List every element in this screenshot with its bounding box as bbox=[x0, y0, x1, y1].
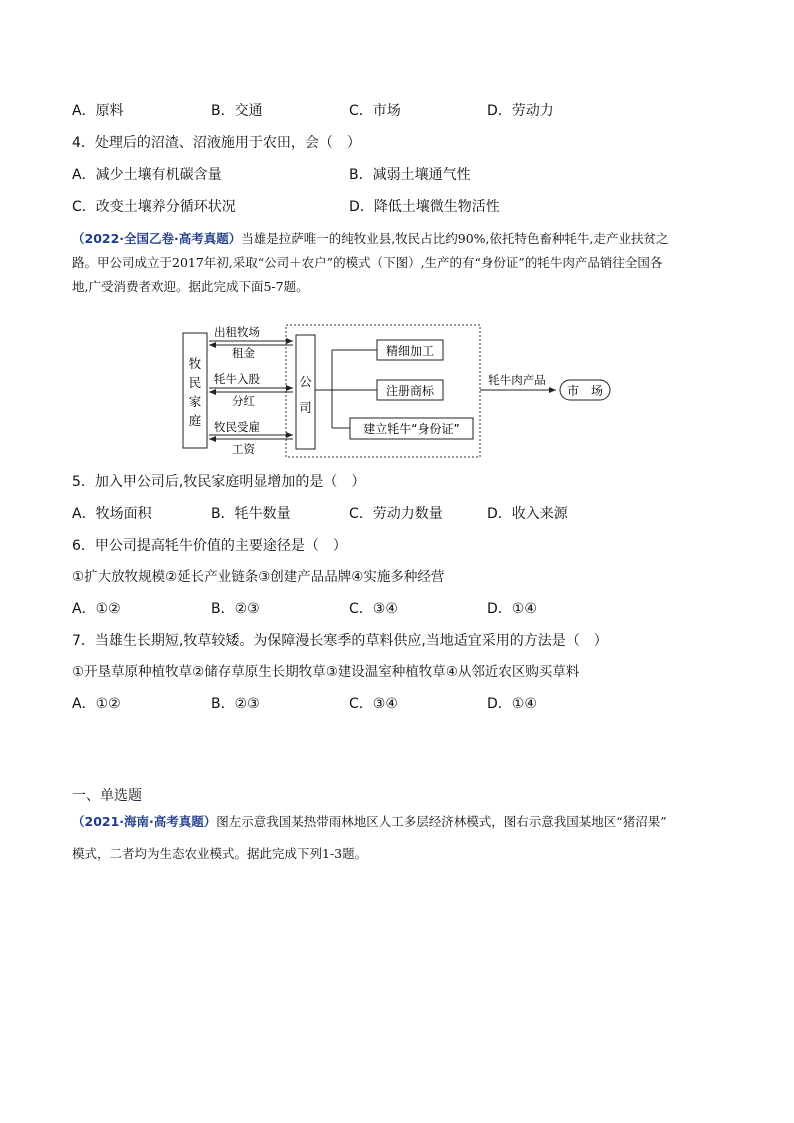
passage-2-line-1: （2021·海南·高考真题）图左示意我国某热带雨林地区人工多层经济林模式，图右示意我国某地区“猪沼果” bbox=[72, 814, 667, 829]
q7-option-d: D．①④ bbox=[487, 696, 537, 712]
q3-option-c: C．市场 bbox=[349, 103, 401, 119]
herder-box bbox=[183, 333, 207, 448]
company-label-1: 公 bbox=[299, 374, 312, 389]
company-label-2: 司 bbox=[299, 400, 312, 415]
q7-choices: ①开垦草原种植牧草②储存草原生长期牧草③建设温室种植牧草④从邻近农区购买草料 bbox=[72, 664, 580, 680]
relation-3-bottom: 工资 bbox=[232, 442, 255, 456]
passage-2-line-2: 模式，二者均为生态农业模式。据此完成下列1-3题。 bbox=[72, 846, 368, 861]
q5-option-b: B．牦牛数量 bbox=[211, 506, 291, 522]
q3-option-a: A．原料 bbox=[72, 103, 124, 119]
herder-label-4: 庭 bbox=[188, 413, 202, 428]
q4-option-b: B．减弱土壤通气性 bbox=[349, 167, 471, 183]
q5-option-c: C．劳动力数量 bbox=[349, 506, 443, 522]
q6-option-c: C．③④ bbox=[349, 601, 398, 617]
passage-2 bbox=[72, 812, 727, 864]
q7-stem: 7．当雄生长期短,牧草较矮。为保障漫长寒季的草料供应,当地适宜采用的方法是（ ） bbox=[72, 633, 608, 649]
q5-option-a: A．牧场面积 bbox=[72, 506, 152, 522]
q5-stem: 5．加入甲公司后,牧民家庭明显增加的是（ ） bbox=[72, 474, 366, 490]
source-tag-2: （2021·海南·高考真题） bbox=[72, 814, 217, 829]
relation-1-bottom: 租金 bbox=[232, 346, 255, 360]
action-label-2: 注册商标 bbox=[385, 384, 435, 398]
herder-label-1: 牧 bbox=[188, 356, 202, 371]
company-box bbox=[296, 335, 315, 449]
passage-1 bbox=[72, 229, 727, 297]
source-tag: （2022·全国乙卷·高考真题） bbox=[72, 231, 242, 246]
action-label-3: 建立牦牛“身份证” bbox=[363, 422, 460, 436]
section-heading: 一、单选题 bbox=[72, 788, 142, 804]
q5-option-d: D．收入来源 bbox=[487, 506, 568, 522]
company-farmer-diagram bbox=[176, 320, 616, 462]
relation-2-bottom: 分红 bbox=[232, 394, 255, 408]
q4-option-d: D．降低土壤微生物活性 bbox=[349, 199, 500, 215]
q6-stem: 6．甲公司提高牦牛价值的主要途径是（ ） bbox=[72, 538, 347, 554]
q7-option-c: C．③④ bbox=[349, 696, 398, 712]
market-label: 市 场 bbox=[566, 384, 604, 398]
action-label-1: 精细加工 bbox=[385, 344, 435, 358]
q6-option-a: A．①② bbox=[72, 601, 121, 617]
q3-option-b: B．交通 bbox=[211, 103, 263, 119]
q4-option-c: C．改变土壤养分循环状况 bbox=[72, 199, 236, 215]
q7-option-a: A．①② bbox=[72, 696, 121, 712]
herder-label-3: 家 bbox=[188, 394, 202, 409]
herder-label-2: 民 bbox=[188, 375, 202, 390]
q4-stem: 4．处理后的沼渣、沼液施用于农田，会（ ） bbox=[72, 135, 361, 151]
q7-option-b: B．②③ bbox=[211, 696, 260, 712]
passage-1-line-3: 地,广受消费者欢迎。据此完成下面5-7题。 bbox=[72, 279, 309, 294]
q4-option-a: A．减少土壤有机碳含量 bbox=[72, 167, 222, 183]
relation-3-top: 牧民受雇 bbox=[214, 420, 260, 434]
q6-option-b: B．②③ bbox=[211, 601, 260, 617]
relation-1-top: 出租牧场 bbox=[214, 325, 260, 339]
product-label: 牦牛肉产品 bbox=[488, 373, 546, 387]
q6-option-d: D．①④ bbox=[487, 601, 537, 617]
q6-choices: ①扩大放牧规模②延长产业链条③创建产品品牌④实施多种经营 bbox=[72, 569, 445, 585]
q3-option-d: D．劳动力 bbox=[487, 103, 554, 119]
relation-2-top: 牦牛入股 bbox=[214, 372, 260, 386]
passage-1-line-2: 路。甲公司成立于2017年初,采取“公司＋农户”的模式（下图）,生产的有“身份证”的牦牛肉产品销往全国各 bbox=[72, 255, 663, 270]
passage-1-line-1: （2022·全国乙卷·高考真题）当雄是拉萨唯一的纯牧业县,牧民占比约90%,依托特色畜种牦牛,走产业扶贫之 bbox=[72, 231, 669, 246]
